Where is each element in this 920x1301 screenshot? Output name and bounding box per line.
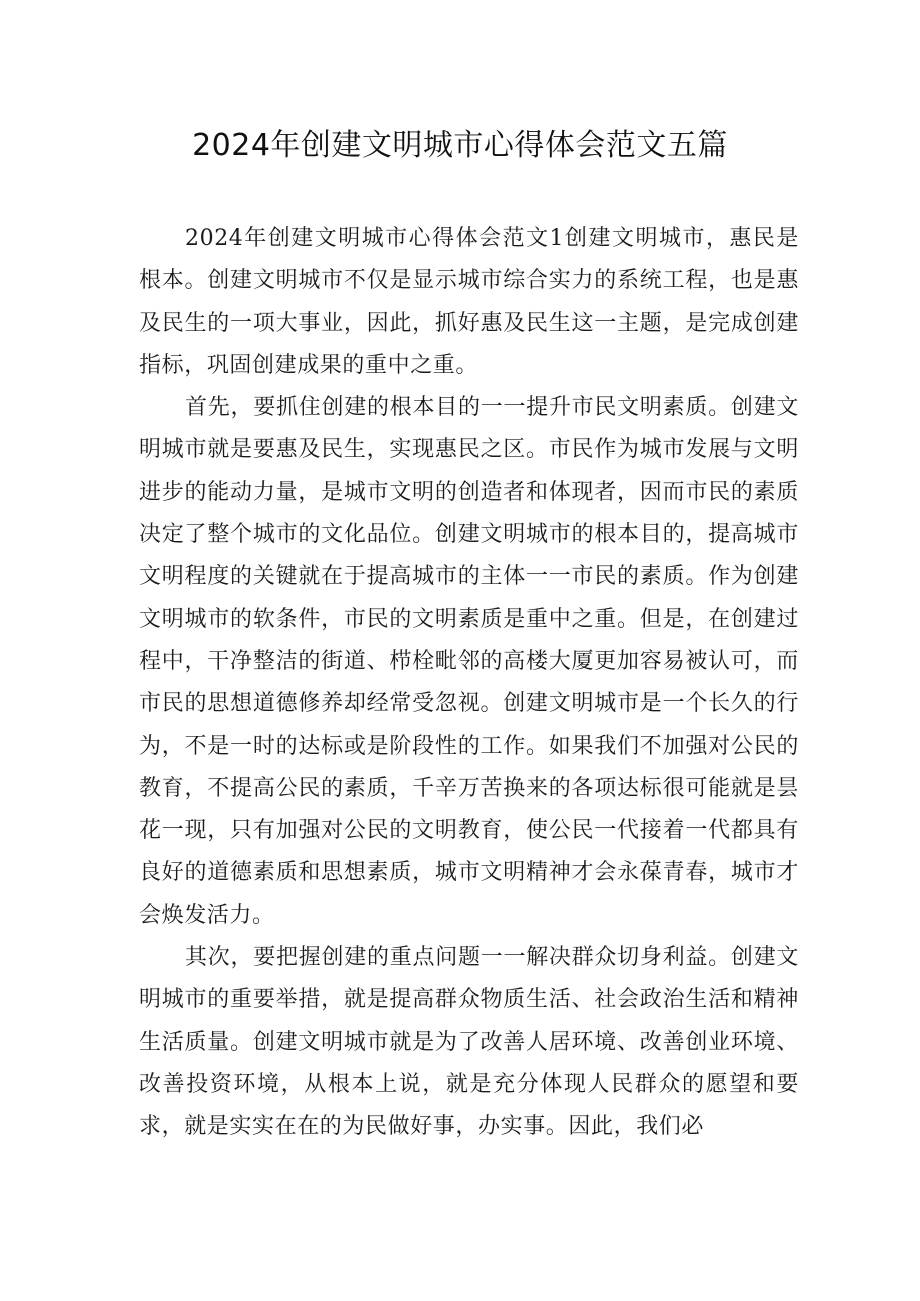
document-title: 2024年创建文明城市心得体会范文五篇 [192, 128, 728, 163]
paragraph-1: 2024年创建文明城市心得体会范文1创建文明城市，惠民是根本。创建文明城市不仅是显示城市综合实力的系统工程，也是惠及民生的一项大事业，因此，抓好惠及民生这一主题，是完成创建指标，巩固创建成果的重中之重。 [139, 226, 799, 378]
paragraph-3: 其次，要把握创建的重点问题一一解决群众切身利益。创建文明城市的重要举措，就是提高群众物质生活、社会政治生活和精神生活质量。创建文明城市就是为了改善人居环境、改善创业环境、改善投资环境，从根本上说，就是充分体现人民群众的愿望和要求，就是实实在在的为民做好事，办实事。因此，我们必 [139, 945, 799, 1140]
document-body [139, 218, 799, 1149]
paragraph-2: 首先，要抓住创建的根本目的一一提升市民文明素质。创建文明城市就是要惠及民生，实现惠民之区。市民作为城市发展与文明进步的能动力量，是城市文明的创造者和体现者，因而市民的素质决定了整个城市的文化品位。创建文明城市的根本目的，提高城市文明程度的关键就在于提高城市的主体一一市民的素质。作为创建文明城市的软条件，市民的文明素质是重中之重。但是，在创建过程中，干净整洁的街道、栉栓毗邻的高楼大厦更加容易被认可，而市民的思想道德修养却经常受忽视。创建文明城市是一个长久的行为，不是一时的达标或是阶段性的工作。如果我们不加强对公民的教育，不提高公民的素质，千辛万苦换来的各项达标很可能就是昙花一现，只有加强对公民的文明教育，使公民一代接着一代都具有良好的道德素质和思想素质，城市文明精神才会永葆青春，城市才会焕发活力。 [139, 395, 799, 928]
